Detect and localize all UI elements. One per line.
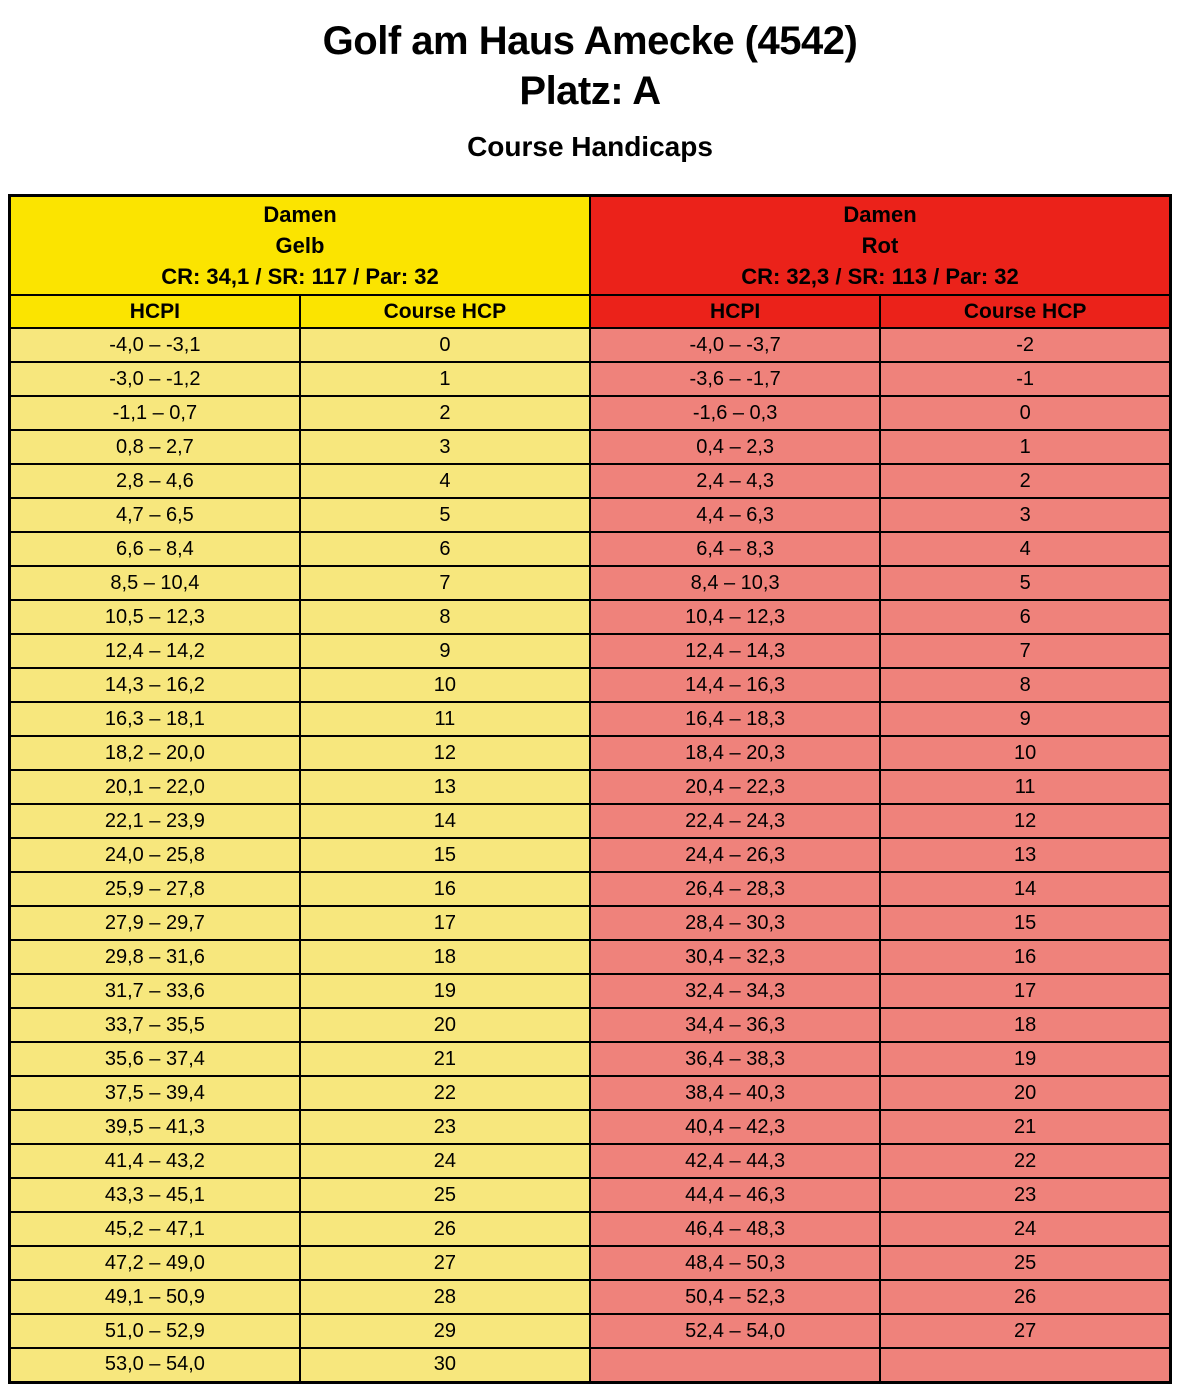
table-row	[10, 1042, 1171, 1076]
hcpi-cell: 8,5 – 10,4	[10, 566, 300, 600]
course-hcp-cell: 21	[300, 1042, 590, 1076]
hcpi-cell: 24,0 – 25,8	[10, 838, 300, 872]
hcpi-cell	[590, 1348, 880, 1382]
table-row	[10, 328, 1171, 362]
course-hcp-cell: 25	[880, 1246, 1170, 1280]
course-hcp-cell: 18	[300, 940, 590, 974]
hcpi-cell: 18,4 – 20,3	[590, 736, 880, 770]
hcpi-cell: -4,0 – -3,7	[590, 328, 880, 362]
hcpi-cell: 4,4 – 6,3	[590, 498, 880, 532]
course-hcp-cell: 10	[300, 668, 590, 702]
section-header-damen-rot	[590, 196, 1171, 296]
course-hcp-cell: 27	[880, 1314, 1170, 1348]
course-hcp-cell: 14	[880, 872, 1170, 906]
table-row	[10, 464, 1171, 498]
hcpi-cell: 43,3 – 45,1	[10, 1178, 300, 1212]
course-hcp-cell: 19	[300, 974, 590, 1008]
course-hcp-cell: 13	[300, 770, 590, 804]
column-header-hcpi-rot: HCPI	[590, 295, 880, 328]
course-hcp-cell: 30	[300, 1348, 590, 1382]
course-hcp-cell: 15	[300, 838, 590, 872]
table-row	[10, 532, 1171, 566]
table-row	[10, 872, 1171, 906]
hcpi-cell: 29,8 – 31,6	[10, 940, 300, 974]
table-row	[10, 668, 1171, 702]
hcpi-cell: 4,7 – 6,5	[10, 498, 300, 532]
hcpi-cell: 40,4 – 42,3	[590, 1110, 880, 1144]
course-hcp-cell: 1	[880, 430, 1170, 464]
column-header-course-hcp-gelb: Course HCP	[300, 295, 590, 328]
course-hcp-cell: 23	[300, 1110, 590, 1144]
hcpi-cell: 2,4 – 4,3	[590, 464, 880, 498]
course-hcp-cell: 8	[880, 668, 1170, 702]
course-hcp-cell: 24	[300, 1144, 590, 1178]
course-hcp-cell: 8	[300, 600, 590, 634]
section-tee-label: Gelb	[275, 233, 325, 258]
section-gender-label: Damen	[263, 202, 337, 227]
course-hcp-cell: 1	[300, 362, 590, 396]
course-hcp-cell: 2	[880, 464, 1170, 498]
hcpi-cell: 22,4 – 24,3	[590, 804, 880, 838]
hcpi-cell: 20,4 – 22,3	[590, 770, 880, 804]
course-hcp-cell: 5	[880, 566, 1170, 600]
table-row	[10, 498, 1171, 532]
hcpi-cell: 31,7 – 33,6	[10, 974, 300, 1008]
table-row	[10, 1144, 1171, 1178]
hcpi-cell: 6,4 – 8,3	[590, 532, 880, 566]
table-row	[10, 838, 1171, 872]
course-hcp-cell: 18	[880, 1008, 1170, 1042]
column-header-row	[10, 295, 1171, 328]
table-row	[10, 396, 1171, 430]
course-hcp-cell: 17	[880, 974, 1170, 1008]
table-row	[10, 634, 1171, 668]
course-hcp-cell: 6	[300, 532, 590, 566]
course-hcp-cell: -2	[880, 328, 1170, 362]
course-hcp-cell: 4	[300, 464, 590, 498]
table-row	[10, 1076, 1171, 1110]
hcpi-cell: 2,8 – 4,6	[10, 464, 300, 498]
course-hcp-cell: 17	[300, 906, 590, 940]
table-row	[10, 736, 1171, 770]
hcpi-cell: 33,7 – 35,5	[10, 1008, 300, 1042]
table-row	[10, 1246, 1171, 1280]
hcpi-cell: 41,4 – 43,2	[10, 1144, 300, 1178]
course-hcp-cell: 21	[880, 1110, 1170, 1144]
hcpi-cell: 49,1 – 50,9	[10, 1280, 300, 1314]
hcpi-cell: 0,8 – 2,7	[10, 430, 300, 464]
hcpi-cell: -4,0 – -3,1	[10, 328, 300, 362]
table-row	[10, 1348, 1171, 1382]
hcpi-cell: 0,4 – 2,3	[590, 430, 880, 464]
section-rating-label: CR: 32,3 / SR: 113 / Par: 32	[741, 264, 1019, 289]
hcpi-cell: 53,0 – 54,0	[10, 1348, 300, 1382]
section-header-row	[10, 196, 1171, 296]
course-hcp-cell: 6	[880, 600, 1170, 634]
hcpi-cell: 44,4 – 46,3	[590, 1178, 880, 1212]
hcpi-cell: 8,4 – 10,3	[590, 566, 880, 600]
section-tee-label: Rot	[861, 233, 899, 258]
hcpi-cell: 18,2 – 20,0	[10, 736, 300, 770]
table-row	[10, 1110, 1171, 1144]
table-row	[10, 600, 1171, 634]
hcpi-cell: 12,4 – 14,2	[10, 634, 300, 668]
course-hcp-cell: 19	[880, 1042, 1170, 1076]
table-row	[10, 566, 1171, 600]
hcpi-cell: 32,4 – 34,3	[590, 974, 880, 1008]
course-hcp-cell: 23	[880, 1178, 1170, 1212]
hcpi-cell: 45,2 – 47,1	[10, 1212, 300, 1246]
course-hcp-cell: 4	[880, 532, 1170, 566]
table-row	[10, 362, 1171, 396]
course-hcp-cell: 28	[300, 1280, 590, 1314]
course-hcp-cell: 16	[880, 940, 1170, 974]
table-row	[10, 1008, 1171, 1042]
hcpi-cell: 37,5 – 39,4	[10, 1076, 300, 1110]
hcpi-cell: 16,3 – 18,1	[10, 702, 300, 736]
table-row	[10, 770, 1171, 804]
course-hcp-cell: 20	[880, 1076, 1170, 1110]
table-row	[10, 430, 1171, 464]
course-handicap-table	[8, 194, 1172, 1384]
column-header-hcpi-gelb: HCPI	[10, 295, 300, 328]
hcpi-cell: 14,4 – 16,3	[590, 668, 880, 702]
table-row	[10, 804, 1171, 838]
course-hcp-cell: 5	[300, 498, 590, 532]
hcpi-cell: 25,9 – 27,8	[10, 872, 300, 906]
hcpi-cell: 51,0 – 52,9	[10, 1314, 300, 1348]
hcpi-cell: 48,4 – 50,3	[590, 1246, 880, 1280]
hcpi-cell: -1,6 – 0,3	[590, 396, 880, 430]
handicap-table-body	[10, 328, 1171, 1382]
hcpi-cell: -1,1 – 0,7	[10, 396, 300, 430]
course-hcp-cell: 11	[880, 770, 1170, 804]
hcpi-cell: 14,3 – 16,2	[10, 668, 300, 702]
hcpi-cell: 6,6 – 8,4	[10, 532, 300, 566]
section-header-damen-gelb	[10, 196, 591, 296]
course-hcp-cell: 25	[300, 1178, 590, 1212]
course-hcp-cell: 16	[300, 872, 590, 906]
hcpi-cell: 39,5 – 41,3	[10, 1110, 300, 1144]
table-row	[10, 1314, 1171, 1348]
page-subtitle: Course Handicaps	[467, 131, 713, 162]
course-hcp-cell: 22	[300, 1076, 590, 1110]
hcpi-cell: 27,9 – 29,7	[10, 906, 300, 940]
course-hcp-cell: -1	[880, 362, 1170, 396]
course-name: Platz: A	[519, 69, 661, 113]
course-hcp-cell: 26	[300, 1212, 590, 1246]
hcpi-cell: 38,4 – 40,3	[590, 1076, 880, 1110]
hcpi-cell: 34,4 – 36,3	[590, 1008, 880, 1042]
hcpi-cell: 46,4 – 48,3	[590, 1212, 880, 1246]
course-hcp-cell: 2	[300, 396, 590, 430]
hcpi-cell: 36,4 – 38,3	[590, 1042, 880, 1076]
column-header-course-hcp-rot: Course HCP	[880, 295, 1170, 328]
hcpi-cell: -3,0 – -1,2	[10, 362, 300, 396]
table-row	[10, 1178, 1171, 1212]
course-hcp-cell: 3	[880, 498, 1170, 532]
hcpi-cell: 30,4 – 32,3	[590, 940, 880, 974]
course-hcp-cell: 10	[880, 736, 1170, 770]
hcpi-cell: 16,4 – 18,3	[590, 702, 880, 736]
course-hcp-cell: 20	[300, 1008, 590, 1042]
hcpi-cell: 42,4 – 44,3	[590, 1144, 880, 1178]
course-hcp-cell: 9	[300, 634, 590, 668]
hcpi-cell: 20,1 – 22,0	[10, 770, 300, 804]
course-hcp-cell: 29	[300, 1314, 590, 1348]
table-row	[10, 1280, 1171, 1314]
table-row	[10, 974, 1171, 1008]
hcpi-cell: 22,1 – 23,9	[10, 804, 300, 838]
hcpi-cell: 10,5 – 12,3	[10, 600, 300, 634]
hcpi-cell: 24,4 – 26,3	[590, 838, 880, 872]
title-block	[0, 0, 1180, 164]
course-hcp-cell: 11	[300, 702, 590, 736]
table-row	[10, 940, 1171, 974]
course-hcp-cell: 12	[880, 804, 1170, 838]
course-hcp-cell	[880, 1348, 1170, 1382]
course-hcp-cell: 14	[300, 804, 590, 838]
course-hcp-cell: 26	[880, 1280, 1170, 1314]
course-hcp-cell: 0	[300, 328, 590, 362]
hcpi-cell: 10,4 – 12,3	[590, 600, 880, 634]
course-hcp-cell: 27	[300, 1246, 590, 1280]
hcpi-cell: -3,6 – -1,7	[590, 362, 880, 396]
course-hcp-cell: 12	[300, 736, 590, 770]
hcpi-cell: 35,6 – 37,4	[10, 1042, 300, 1076]
course-hcp-cell: 15	[880, 906, 1170, 940]
course-hcp-cell: 7	[880, 634, 1170, 668]
course-hcp-cell: 24	[880, 1212, 1170, 1246]
table-row	[10, 1212, 1171, 1246]
table-row	[10, 702, 1171, 736]
hcpi-cell: 26,4 – 28,3	[590, 872, 880, 906]
hcpi-cell: 28,4 – 30,3	[590, 906, 880, 940]
course-hcp-cell: 13	[880, 838, 1170, 872]
course-hcp-cell: 9	[880, 702, 1170, 736]
page-title: Golf am Haus Amecke (4542)	[322, 19, 858, 63]
section-rating-label: CR: 34,1 / SR: 117 / Par: 32	[161, 264, 439, 289]
hcpi-cell: 50,4 – 52,3	[590, 1280, 880, 1314]
course-hcp-cell: 7	[300, 566, 590, 600]
hcpi-cell: 47,2 – 49,0	[10, 1246, 300, 1280]
section-gender-label: Damen	[843, 202, 917, 227]
hcpi-cell: 52,4 – 54,0	[590, 1314, 880, 1348]
course-hcp-cell: 3	[300, 430, 590, 464]
course-hcp-cell: 0	[880, 396, 1170, 430]
hcpi-cell: 12,4 – 14,3	[590, 634, 880, 668]
course-hcp-cell: 22	[880, 1144, 1170, 1178]
table-row	[10, 906, 1171, 940]
